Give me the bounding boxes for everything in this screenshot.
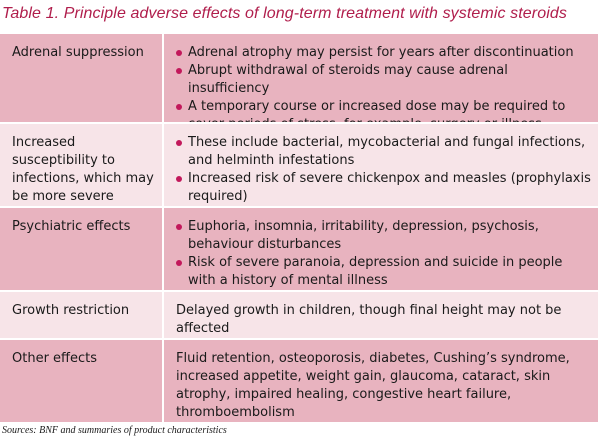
list-item-text: Increased risk of severe chickenpox and measles (prophylaxis required) xyxy=(188,171,591,204)
list-item xyxy=(176,170,592,206)
list-item xyxy=(176,62,592,98)
bullet-icon xyxy=(176,50,182,56)
list-item xyxy=(176,44,592,62)
row-content xyxy=(164,34,598,122)
bullet-icon xyxy=(176,68,182,74)
row-content: Delayed growth in children, though final height may not be affected xyxy=(176,303,562,336)
bullet-icon xyxy=(176,224,182,230)
row-label: Psychiatric effects xyxy=(0,208,164,290)
source-note: Sources: BNF and summaries of product characteristics xyxy=(2,425,227,436)
row-label: Other effects xyxy=(0,340,164,422)
table-row xyxy=(0,208,598,290)
table-row xyxy=(0,292,598,338)
row-label: Increased susceptibility to infections, which may be more severe xyxy=(0,124,164,206)
row-content xyxy=(164,208,598,290)
bullet-icon xyxy=(176,104,182,110)
row-content: Fluid retention, osteoporosis, diabetes, Cushing’s syndrome, increased appetite, weight gain, glaucoma, cataract, skin atrophy, impaired healing, congestive heart failure, thromboembolism xyxy=(176,351,570,420)
bullet-icon xyxy=(176,176,182,182)
list-item xyxy=(176,254,592,290)
list-item-text: Adrenal atrophy may persist for years after discontinuation xyxy=(188,45,574,60)
list-item-text: These include bacterial, mycobacterial and fungal infections, and helminth infestations xyxy=(188,135,586,168)
bullet-icon xyxy=(176,260,182,266)
list-item xyxy=(176,218,592,254)
list-item-text: Risk of severe paranoia, depression and suicide in people with a history of mental illness xyxy=(188,255,563,288)
adverse-effects-table xyxy=(0,34,598,422)
table-row xyxy=(0,34,598,122)
table-caption: Table 1. Principle adverse effects of long-term treatment with systemic steroids xyxy=(2,5,567,22)
list-item xyxy=(176,134,592,170)
bullet-icon xyxy=(176,140,182,146)
row-label: Growth restriction xyxy=(0,292,164,338)
table-row xyxy=(0,124,598,206)
row-label: Adrenal suppression xyxy=(0,34,164,122)
list-item-text: A temporary course or increased dose may be required to xyxy=(188,99,566,114)
list-item-text: Euphoria, insomnia, irritability, depression, psychosis, behaviour disturbances xyxy=(188,219,539,252)
list-item-text: Abrupt withdrawal of steroids may cause adrenal insufficiency xyxy=(188,63,508,96)
row-content xyxy=(164,124,598,206)
table-row xyxy=(0,340,598,422)
